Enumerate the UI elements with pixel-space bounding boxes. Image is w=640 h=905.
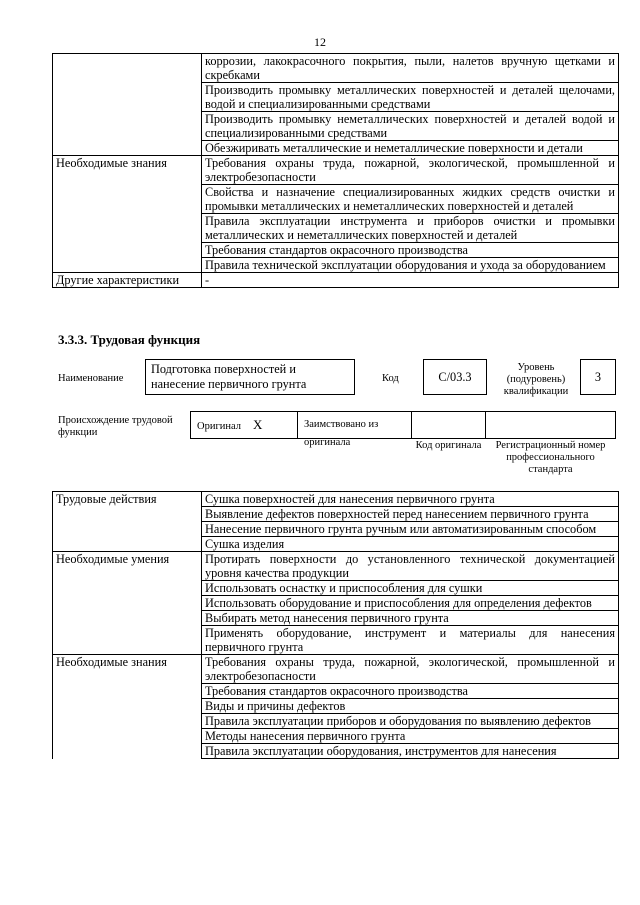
row-text: Нанесение первичного грунта ручным или автоматизированным способом bbox=[202, 522, 619, 537]
row-label bbox=[53, 185, 202, 214]
table-row bbox=[53, 522, 619, 537]
row-label bbox=[53, 141, 202, 156]
row-label bbox=[53, 581, 202, 596]
row-label bbox=[53, 699, 202, 714]
row-label bbox=[53, 522, 202, 537]
table-row bbox=[53, 537, 619, 552]
table-row bbox=[53, 626, 619, 655]
row-label bbox=[53, 258, 202, 273]
row-text: - bbox=[202, 273, 619, 288]
row-text: Правила технической эксплуатации оборудования и ухода за оборудованием bbox=[202, 258, 619, 273]
row-text: Применять оборудование, инструмент и материалы для нанесения первичного грунта bbox=[202, 626, 619, 655]
registration-number-label: Регистрационный номер профессионального стандарта bbox=[495, 440, 606, 475]
row-label bbox=[53, 83, 202, 112]
page-number: 12 bbox=[314, 35, 326, 49]
row-text: Требования стандартов окрасочного производства bbox=[202, 243, 619, 258]
row-label-other: Другие характеристики bbox=[53, 273, 202, 288]
table-row bbox=[53, 507, 619, 522]
table-row bbox=[53, 699, 619, 714]
competency-table-continued bbox=[52, 53, 619, 288]
table-row bbox=[53, 156, 619, 185]
level-box: 3 bbox=[580, 359, 616, 395]
table-row bbox=[53, 492, 619, 507]
table-row bbox=[53, 112, 619, 141]
row-text: Выбирать метод нанесения первичного грунта bbox=[202, 611, 619, 626]
table-row bbox=[53, 83, 619, 112]
code-original-label: Код оригинала bbox=[415, 440, 482, 451]
row-label bbox=[53, 729, 202, 744]
table-row bbox=[53, 214, 619, 243]
row-text: Обезжиривать металлические и неметаллические поверхности и детали bbox=[202, 141, 619, 156]
row-text: Сушка изделия bbox=[202, 537, 619, 552]
borrowed-box bbox=[297, 411, 412, 448]
row-label bbox=[53, 243, 202, 258]
competency-table bbox=[52, 491, 619, 759]
table-row bbox=[53, 141, 619, 156]
row-text: Правила эксплуатации приборов и оборудования по выявлению дефектов bbox=[202, 714, 619, 729]
row-text: Правила эксплуатации инструмента и приборов очистки и промывки металлических и неметаллических поверхностей и деталей bbox=[202, 214, 619, 243]
name-label: Наименование bbox=[58, 373, 124, 384]
row-text: Использовать оборудование и приспособления для определения дефектов bbox=[202, 596, 619, 611]
borrowed-label: Заимствовано из оригинала bbox=[304, 419, 379, 448]
table-row bbox=[53, 258, 619, 273]
table-row bbox=[53, 611, 619, 626]
table-row bbox=[53, 273, 619, 288]
code-label: Код bbox=[382, 373, 399, 384]
row-label bbox=[53, 54, 202, 83]
row-label-skills: Необходимые умения bbox=[53, 552, 202, 581]
table-row bbox=[53, 54, 619, 83]
row-text: Методы нанесения первичного грунта bbox=[202, 729, 619, 744]
original-box bbox=[190, 411, 298, 439]
table-row bbox=[53, 596, 619, 611]
origin-label: Происхождение трудовой функции bbox=[58, 415, 173, 438]
row-text: Правила эксплуатации оборудования, инструментов для нанесения bbox=[202, 744, 619, 759]
row-label bbox=[53, 611, 202, 626]
row-text: Сушка поверхностей для нанесения первичного грунта bbox=[202, 492, 619, 507]
row-label-knowledge: Необходимые знания bbox=[53, 655, 202, 684]
row-text: Требования стандартов окрасочного производства bbox=[202, 684, 619, 699]
row-label bbox=[53, 626, 202, 655]
function-name-box: Подготовка поверхностей и нанесение первичного грунта bbox=[145, 359, 355, 395]
original-label: Оригинал bbox=[197, 421, 241, 432]
row-label-actions: Трудовые действия bbox=[53, 492, 202, 507]
row-label bbox=[53, 214, 202, 243]
row-text: Виды и причины дефектов bbox=[202, 699, 619, 714]
row-label bbox=[53, 537, 202, 552]
original-checkmark: X bbox=[253, 417, 263, 432]
table-row bbox=[53, 684, 619, 699]
row-text: Протирать поверхности до установленного технической документацией уровня качества продукции bbox=[202, 552, 619, 581]
registration-number-box bbox=[485, 411, 616, 439]
row-label bbox=[53, 112, 202, 141]
row-text: Производить промывку металлических поверхностей и деталей щелочами, водой и специализированными средствами bbox=[202, 83, 619, 112]
row-text: Свойства и назначение специализированных жидких средств очистки и промывки металлических и неметаллических поверхностей и деталей bbox=[202, 185, 619, 214]
section-heading: 3.3.3. Трудовая функция bbox=[58, 332, 201, 347]
table-row bbox=[53, 552, 619, 581]
row-text: коррозии, лакокрасочного покрытия, пыли, налетов вручную щетками и скребками bbox=[202, 54, 619, 83]
table-row bbox=[53, 243, 619, 258]
row-label bbox=[53, 507, 202, 522]
table-row bbox=[53, 744, 619, 759]
table-row bbox=[53, 714, 619, 729]
row-label bbox=[53, 744, 202, 759]
level-label: Уровень (подуровень) квалификации bbox=[503, 362, 569, 397]
row-text: Производить промывку неметаллических поверхностей и деталей водой и специализированными средствами bbox=[202, 112, 619, 141]
table-row bbox=[53, 655, 619, 684]
table-row bbox=[53, 729, 619, 744]
code-box: С/03.3 bbox=[423, 359, 487, 395]
row-label bbox=[53, 714, 202, 729]
row-text: Требования охраны труда, пожарной, экологической, промышленной и электробезопасности bbox=[202, 156, 619, 185]
code-original-box bbox=[411, 411, 486, 439]
table-row bbox=[53, 581, 619, 596]
row-label bbox=[53, 596, 202, 611]
row-label-knowledge: Необходимые знания bbox=[53, 156, 202, 185]
row-label bbox=[53, 684, 202, 699]
row-text: Использовать оснастку и приспособления для сушки bbox=[202, 581, 619, 596]
table-row bbox=[53, 185, 619, 214]
row-text: Требования охраны труда, пожарной, экологической, промышленной и электробезопасности bbox=[202, 655, 619, 684]
row-text: Выявление дефектов поверхностей перед нанесением первичного грунта bbox=[202, 507, 619, 522]
